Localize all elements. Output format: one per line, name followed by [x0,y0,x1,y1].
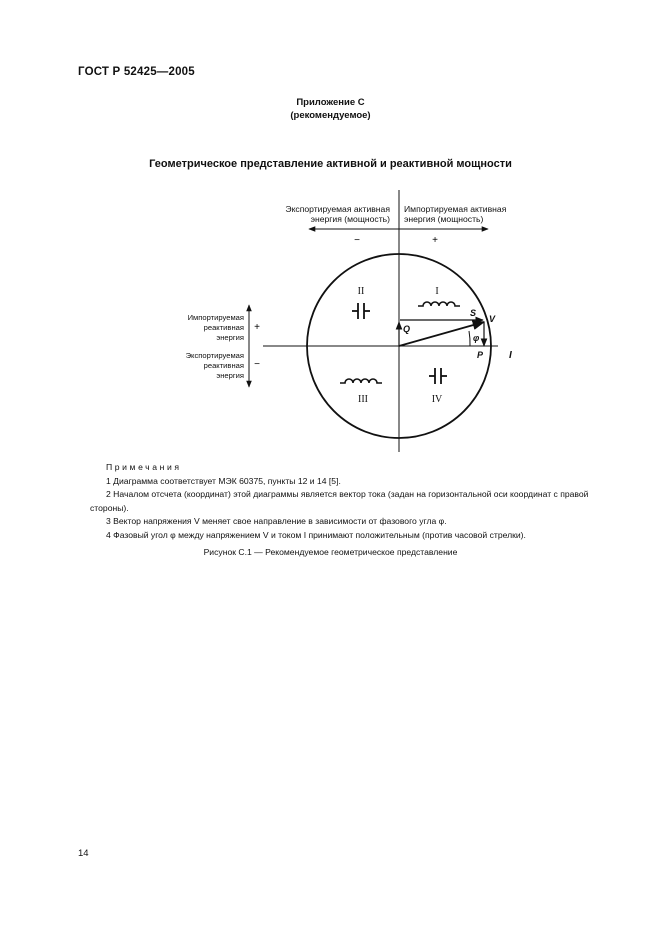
imported-active-label-2: энергия (мощность) [404,214,484,224]
page-number: 14 [78,848,89,859]
notes-title: Примечания [106,462,182,472]
note-4: 4 Фазовый угол φ между напряжением V и током I принимают положительным (против часовой стрелки). [106,529,526,540]
s-label: S [470,308,477,318]
figure-title: Геометрическое представление активной и реактивной мощности [149,158,512,170]
v-label: V [489,314,496,324]
p-label: P [477,350,484,360]
quadrant-1-label: I [435,286,439,297]
quadrant-2-label: II [357,286,365,297]
quadrant-4-label: IV [431,394,443,405]
imported-reactive-label-3: энергия [216,333,244,342]
figure-caption: Рисунок С.1 — Рекомендуемое геометрическое представление [203,547,458,557]
exported-reactive-label-3: энергия [216,371,244,380]
active-plus-sign: + [432,235,438,246]
note-3: 3 Вектор напряжения V меняет свое направление в зависимости от фазового угла φ. [106,516,447,527]
reactive-minus-sign: − [254,359,260,370]
phi-label: φ [473,333,480,343]
inductor-icon [340,379,382,383]
document-header: ГОСТ Р 52425—2005 [78,66,195,78]
imported-reactive-label-1: Импортируемая [187,313,244,322]
q-label: Q [403,324,411,334]
reactive-plus-sign: + [254,322,260,333]
v-vector [399,322,484,346]
exported-active-label-2: энергия (мощность) [310,214,390,224]
active-minus-sign: − [354,235,360,246]
imported-active-label-1: Импортируемая активная [404,204,507,214]
capacitor-icon [429,368,447,384]
appendix-subtitle: (рекомендуемое) [290,110,371,121]
appendix-title: Приложение С [296,97,365,108]
exported-reactive-label-1: Экспортируемая [185,351,244,360]
exported-reactive-label-2: реактивная [203,361,244,370]
current-axis-label: I [509,350,512,361]
exported-active-label-1: Экспортируемая активная [285,204,390,214]
imported-reactive-label-2: реактивная [203,323,244,332]
note-1: 1 Диаграмма соответствует МЭК 60375, пункты 12 и 14 [5]. [106,475,341,486]
quadrant-3-label: III [358,394,368,405]
phi-arc [469,331,470,346]
inductor-icon [418,302,460,306]
note-2: 2 Началом отсчета (координат) этой диаграммы является вектор тока (задан на горизонтальной оси координат с правой стороны). [90,489,589,513]
capacitor-icon [352,303,370,319]
notes-block [90,461,610,543]
